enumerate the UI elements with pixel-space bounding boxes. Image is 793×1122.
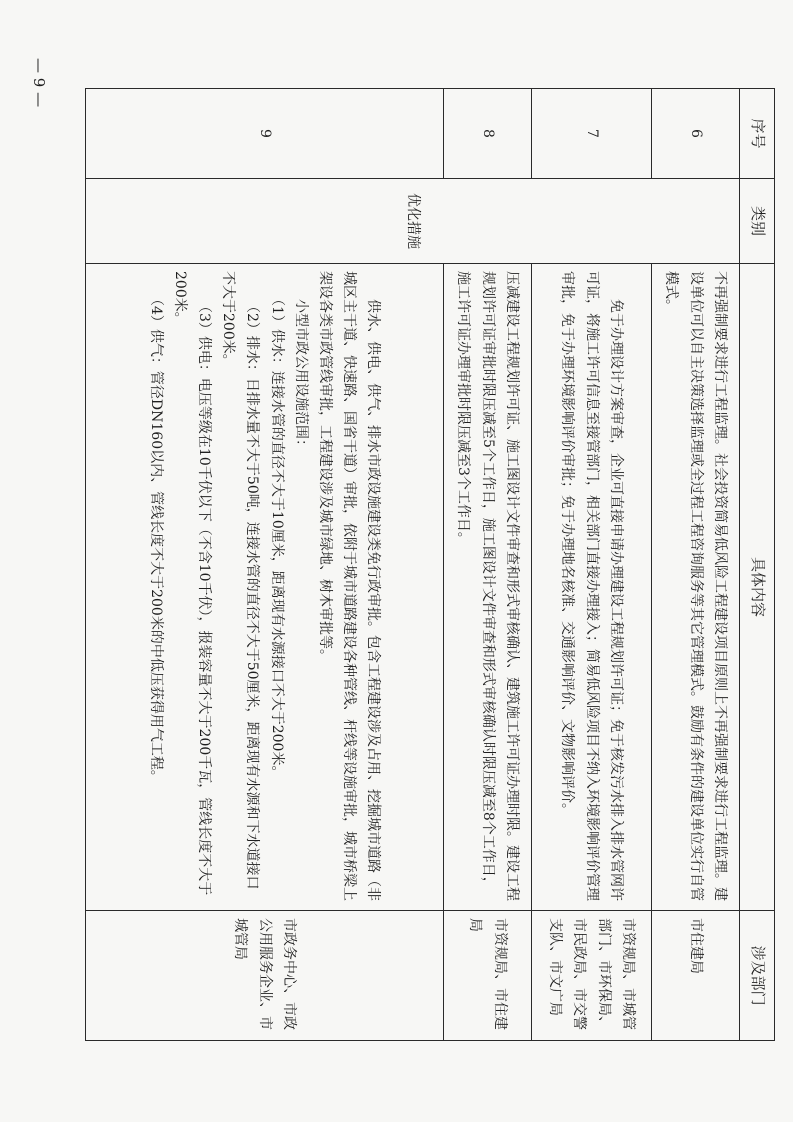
row-number: 6 [652,89,740,179]
content-cell [652,264,740,911]
departments-cell: 市住建局 [652,911,740,1041]
content-text: （4）供气：管径DN160以内、管线长度不大于200米的中低压获得用气工程。 [148,292,165,784]
content-cell [86,264,444,911]
content-text: 供水、供电、供气、排水市政设施建设类免行政审批。包含工程建设涉及占用、挖掘城市道路（非城区主干道、快速路、国省干道）审批，依附于城市道路建设各种管线、杆线等设施审批，城市桥梁上架设各类市政管线审批，工程建设涉及城市绿地、树木审批等。 [316,271,381,901]
page-number: — 9 — [30,58,48,108]
table-row [652,89,740,1041]
row-number: 9 [86,89,444,179]
measures-table [85,88,775,1041]
header-content: 具体内容 [740,264,775,911]
category-cell: 优化措施 [86,179,740,264]
content-text: （2）排水：日排水量不大于50吨，连接水管的直径不大于50厘米，距离现有水源和下水道接口不大于200米。 [220,271,261,890]
header-category: 类别 [740,179,775,264]
content-text: 免于办理设计方案审查，企业可直接申请办理建设工程规划许可证；免于核发污水排入排水管网许可证，将施工许可信息至接管部门，相关部门直接办理接入；简易低风险项目不纳入环境影响评价管理审批，免于办理环境影响评价审批；免于办理地名核准、交通影响评价、文物影响评价。 [559,271,624,901]
content-text: 不再强制要求进行工程监理。社会投资简易低风险工程建设项目原则上不再强制要求进行工程监理。建设单位可以自主决策选择监理或全过程工程咨询服务等其它管理模式。鼓励有条件的建设单位实行自管模式。 [663,271,728,901]
departments-cell: 市政务中心、市政公用服务企业、市城管局 [86,911,444,1041]
table-header-row [740,89,775,1041]
header-no: 序号 [740,89,775,179]
row-number: 8 [444,89,532,179]
departments-cell: 市资规局、市住建局 [444,911,532,1041]
departments-cell: 市资规局、市城管部门、市环保局、市民政局、市交警支队、市文广局 [532,911,652,1041]
content-text: 小型市政公用设施范围： [292,299,309,453]
header-departments: 涉及部门 [740,911,775,1041]
content-cell [444,264,532,911]
content-cell [532,264,652,911]
content-text: 压减建设工程规划许可证、施工图设计文件审查和形式审核确认、建筑施工许可证办理时限。建设工程规划许可证审批时限压减至5个工作日，施工图设计文件审查和形式审核确认时限压减至8个工作日，施工许可证办理审批时限压减至3个工作日。 [455,271,520,901]
rotated-document [85,88,775,1040]
row-number: 7 [532,89,652,179]
content-text: （3）供电：电压等级在10千伏以下（不含10千伏），报装容量不大于200千瓦，管线长度不大于200米。 [172,271,213,896]
content-text: （1）供水：连接水管的直径不大于10厘米，距离现有水源接口不大于200米。 [268,292,285,780]
